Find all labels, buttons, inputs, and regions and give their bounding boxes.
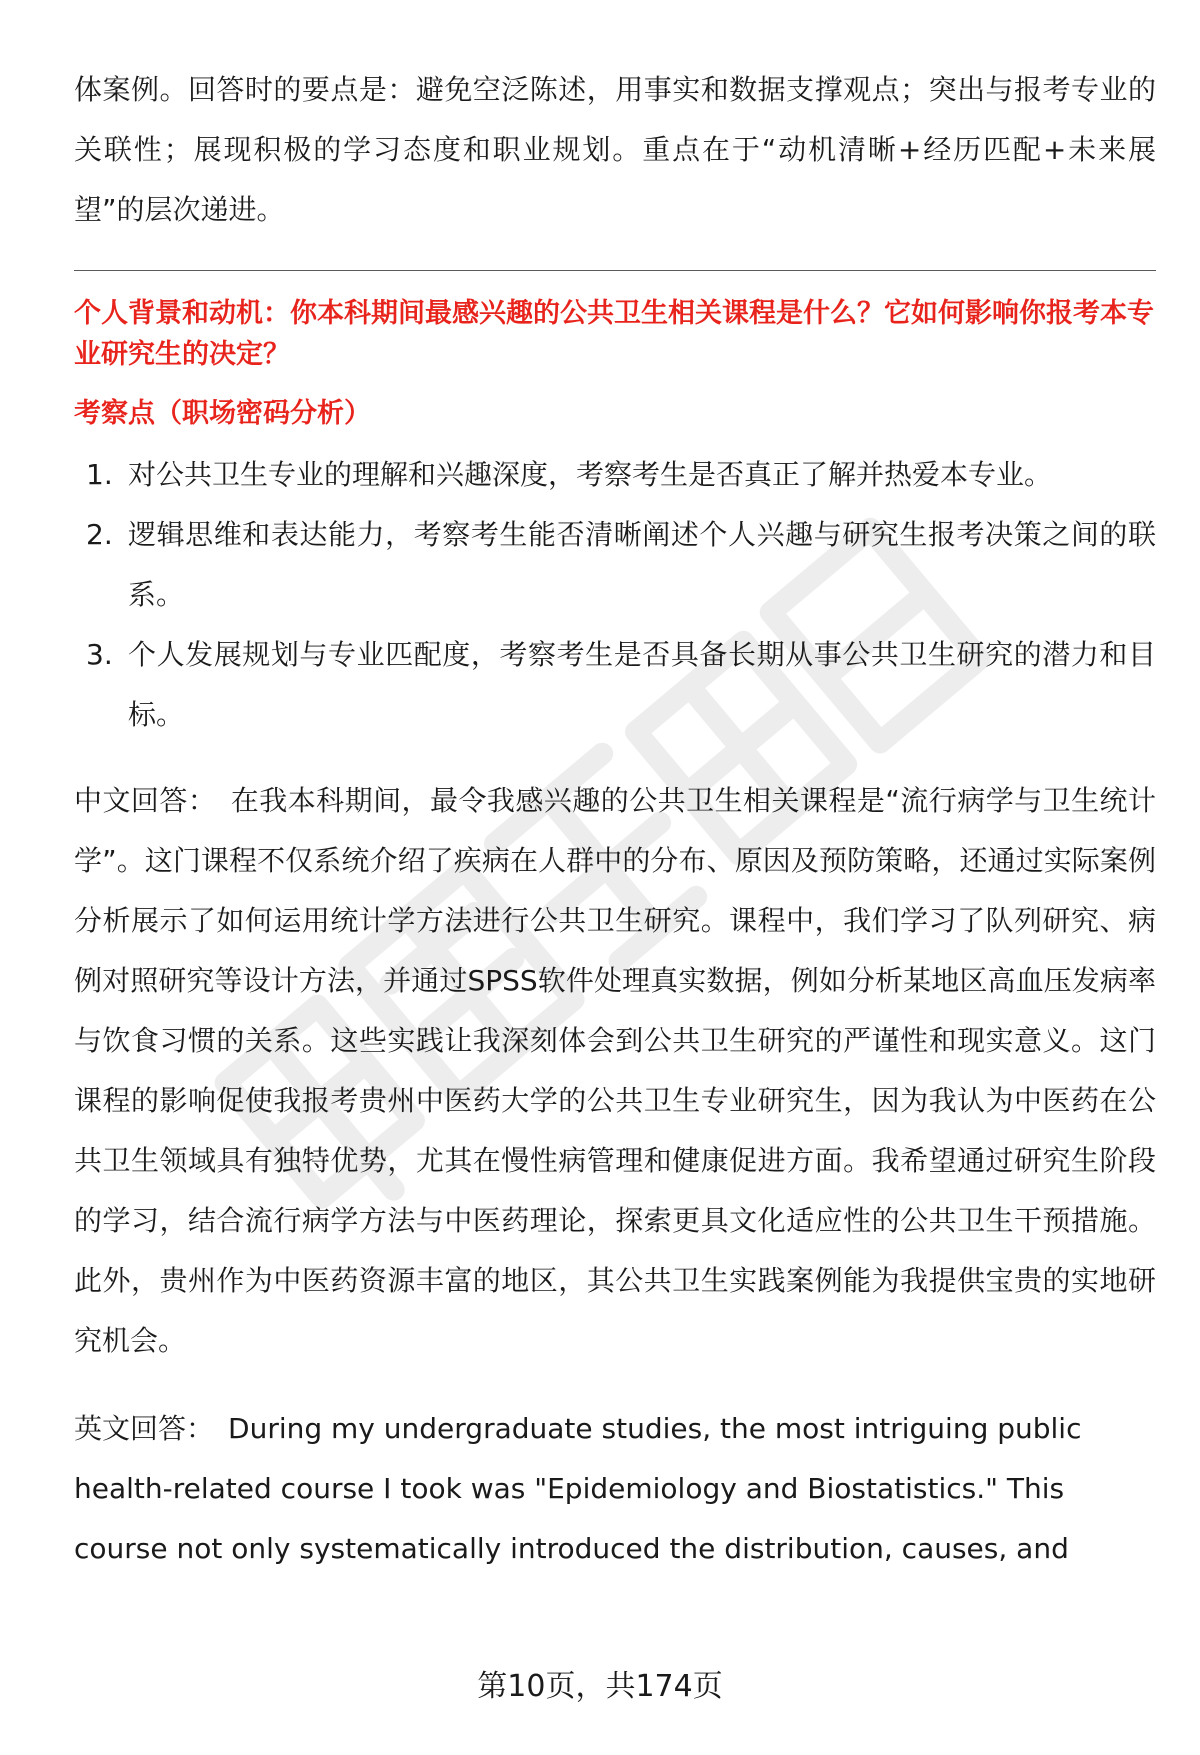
list-item-text: 对公共卫生专业的理解和兴趣深度，考察考生是否真正了解并热爱本专业。 bbox=[128, 458, 1053, 491]
list-item-number: 3. bbox=[86, 638, 113, 671]
page-content bbox=[74, 60, 1156, 1579]
english-answer-text: During my undergraduate studies, the most intriguing public health-related course I took was "Epidemiology and Biostatistics." This course not only systematically introduced the distribution, causes, and bbox=[74, 1412, 1082, 1565]
section-divider bbox=[74, 270, 1156, 271]
list-item-number: 2. bbox=[86, 518, 113, 551]
intro-paragraph: 体案例。回答时的要点是：避免空泛陈述，用事实和数据支撑观点；突出与报考专业的关联性；展现积极的学习态度和职业规划。重点在于“动机清晰+经历匹配+未来展望”的层次递进。 bbox=[74, 73, 1156, 226]
list-item bbox=[74, 625, 1156, 745]
list-item-text: 个人发展规划与专业匹配度，考察考生是否具备长期从事公共卫生研究的潜力和目标。 bbox=[128, 638, 1156, 731]
assessment-title: 考察点（职场密码分析） bbox=[74, 398, 371, 429]
list-item bbox=[74, 445, 1156, 505]
list-item-number: 1. bbox=[86, 458, 113, 491]
english-answer-label: 英文回答： bbox=[74, 1412, 215, 1445]
chinese-answer-paragraph bbox=[74, 771, 1156, 1371]
page-number-footer: 第10页，共174页 bbox=[477, 1669, 723, 1704]
chinese-answer-text: 在我本科期间，最令我感兴趣的公共卫生相关课程是“流行病学与卫生统计学”。这门课程不仅系统介绍了疾病在人群中的分布、原因及预防策略，还通过实际案例分析展示了如何运用统计学方法进行公共卫生研究。课程中，我们学习了队列研究、病例对照研究等设计方法，并通过SPSS软件处理真实数据，例如分析某地区高血压发病率与饮食习惯的关系。这些实践让我深刻体会到公共卫生研究的严谨性和现实意义。这门课程的影响促使我报考贵州中医药大学的公共卫生专业研究生，因为我认为中医药在公共卫生领域具有独特优势，尤其在慢性病管理和健康促进方面。我希望通过研究生阶段的学习，结合流行病学方法与中医药理论，探索更具文化适应性的公共卫生干预措施。此外，贵州作为中医药资源丰富的地区，其公共卫生实践案例能为我提供宝贵的实地研究机会。 bbox=[74, 784, 1156, 1357]
assessment-points-list bbox=[74, 445, 1156, 745]
list-item bbox=[74, 505, 1156, 625]
question-title: 个人背景和动机：你本科期间最感兴趣的公共卫生相关课程是什么？它如何影响你报考本专业研究生的决定？ bbox=[74, 298, 1154, 370]
english-answer-paragraph bbox=[74, 1399, 1156, 1579]
list-item-text: 逻辑思维和表达能力，考察考生能否清晰阐述个人兴趣与研究生报考决策之间的联系。 bbox=[128, 518, 1156, 611]
chinese-answer-label: 中文回答： bbox=[74, 784, 217, 817]
